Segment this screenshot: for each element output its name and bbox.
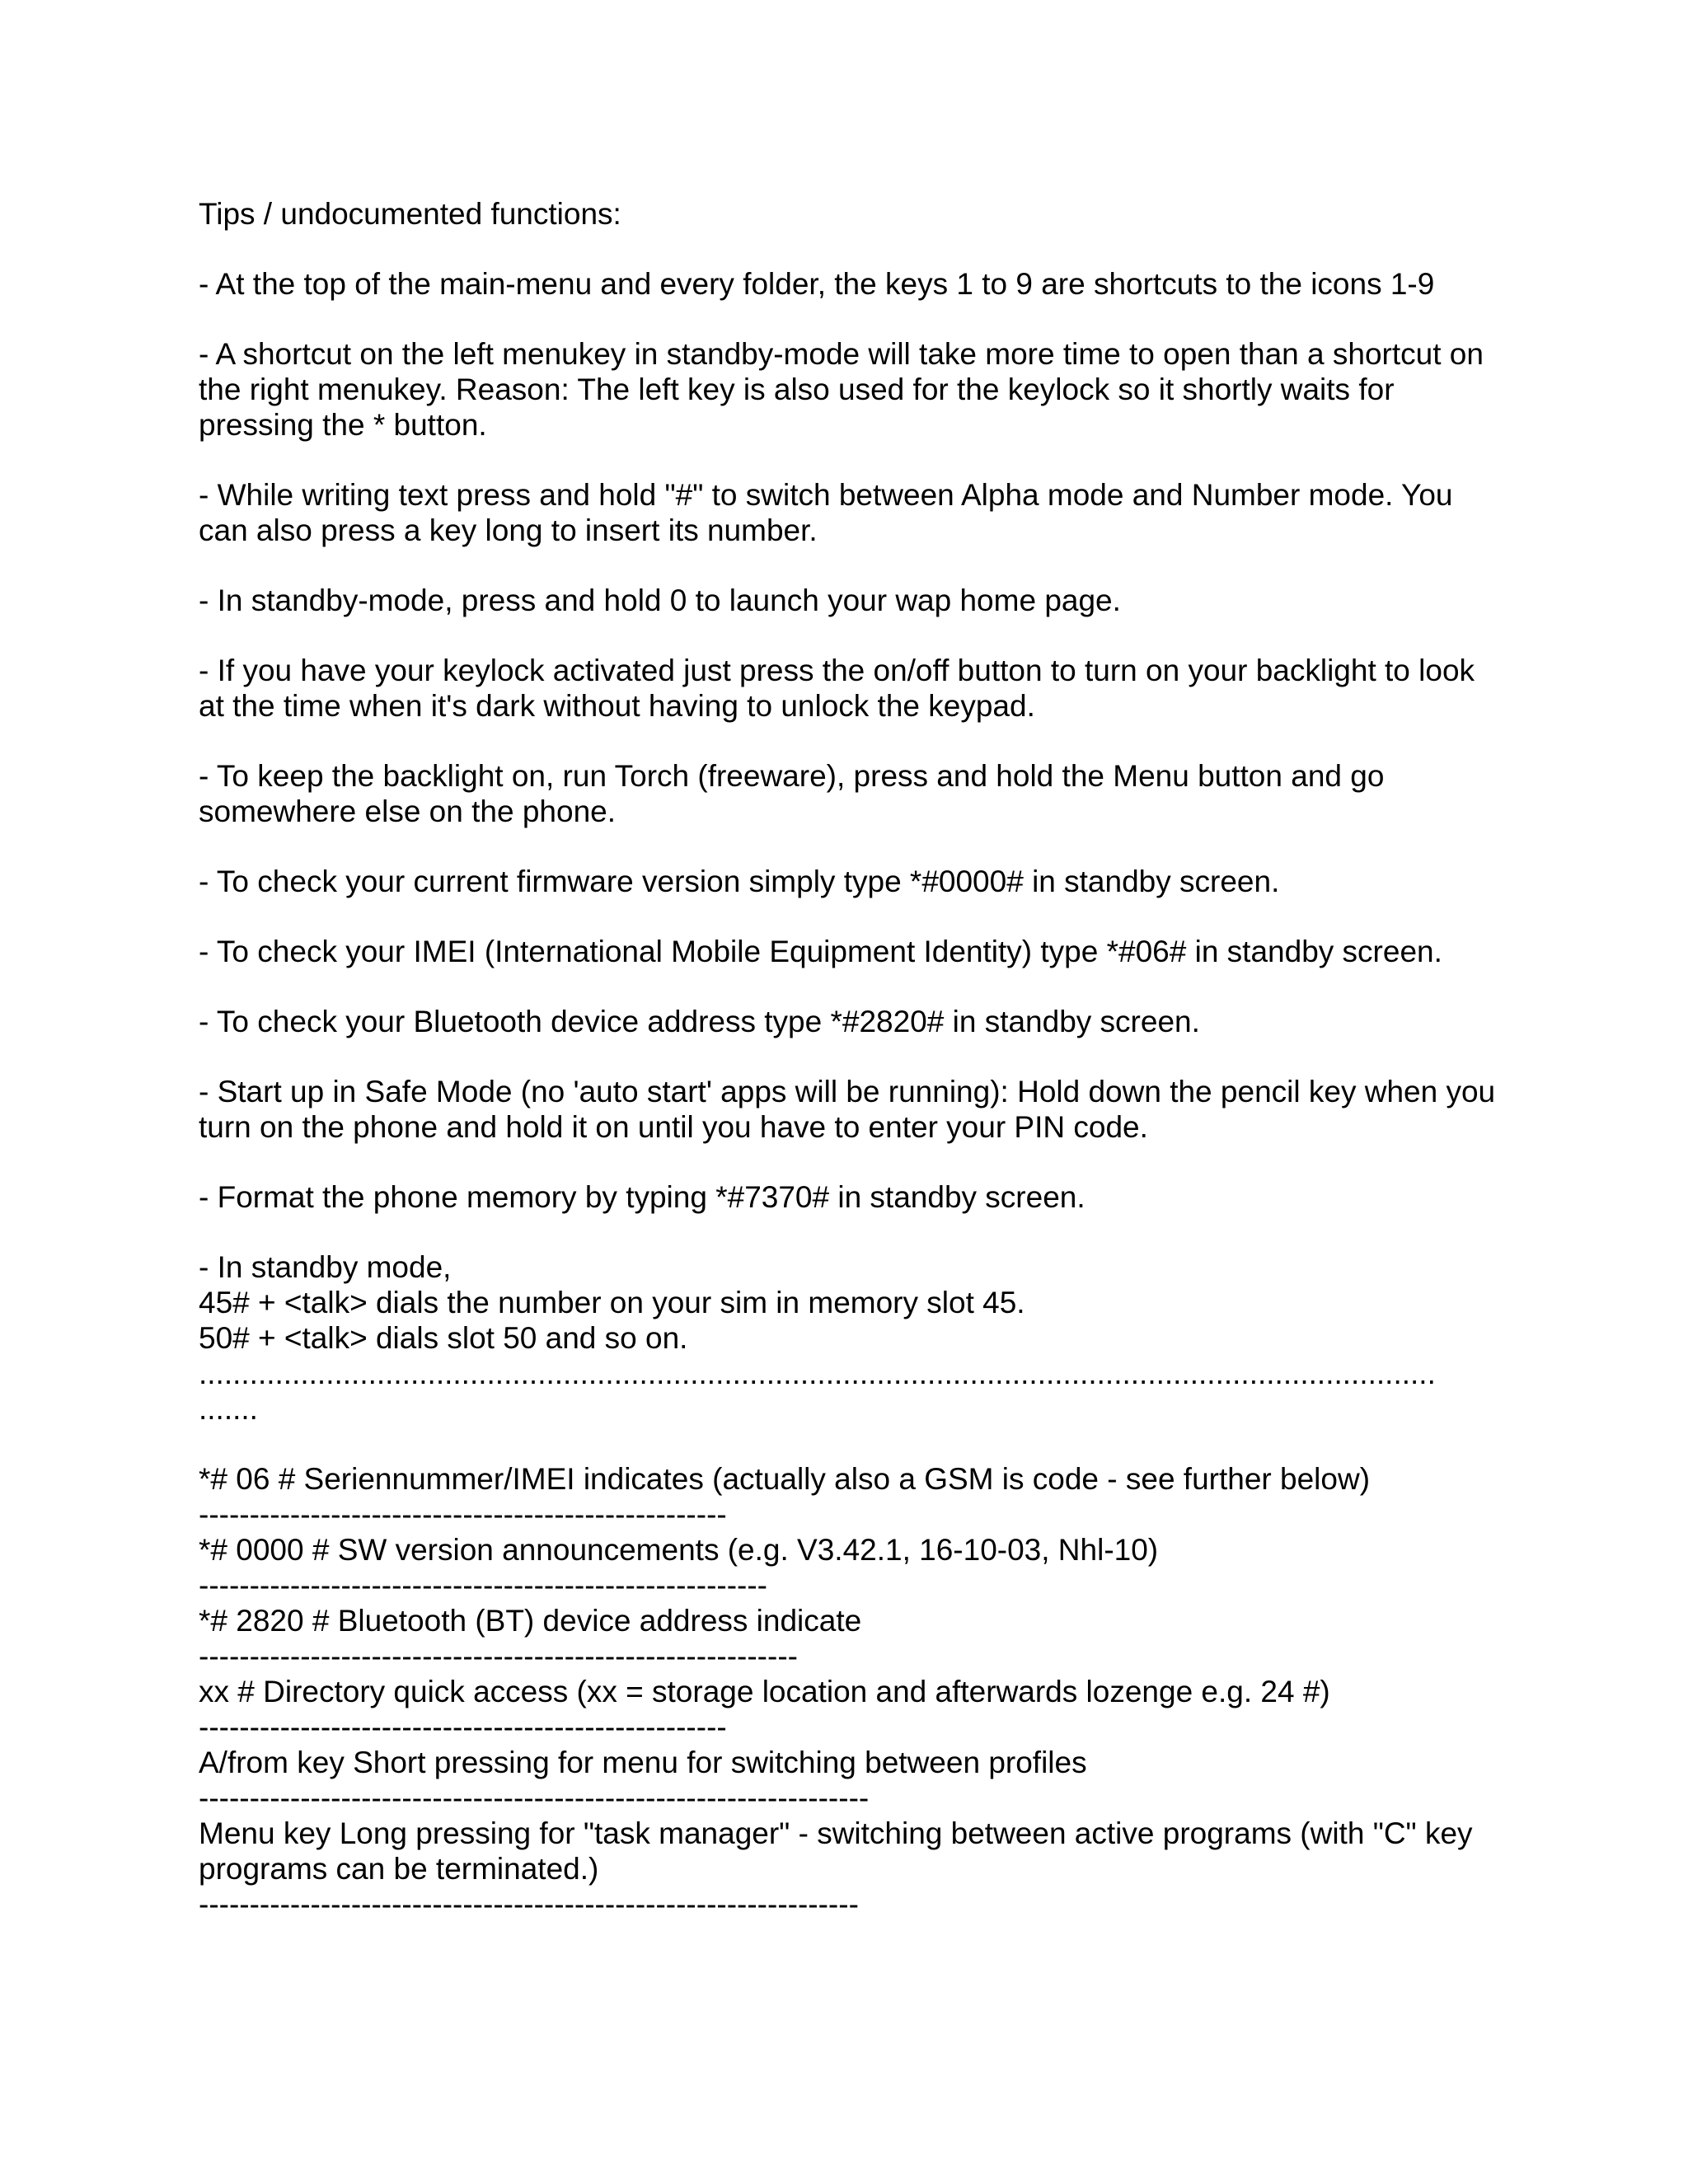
tip-line: - If you have your keylock activated just press the on/off button to turn on your backlight to look	[199, 654, 1475, 687]
tip-line: can also press a key long to insert its number.	[199, 513, 818, 547]
tip-line: - At the top of the main-menu and every folder, the keys 1 to 9 are shortcuts to the icons 1-9	[199, 267, 1435, 301]
dashed-rule: ------------------------------------------------------------------	[199, 1781, 870, 1815]
tip-line: 50# + <talk> dials slot 50 and so on.	[199, 1321, 688, 1355]
code-entry: *# 0000 # SW version announcements (e.g. V3.42.1, 16-10-03, Nhl-10)	[199, 1533, 1159, 1567]
tip-line: - To check your IMEI (International Mobile Equipment Identity) type *#06# in standby screen.	[199, 935, 1442, 968]
tip-line: at the time when it's dark without having to unlock the keypad.	[199, 689, 1035, 723]
tip-5	[199, 653, 1501, 724]
dotted-separator-continued: .......	[199, 1392, 258, 1426]
tip-line: - Format the phone memory by typing *#7370# in standby screen.	[199, 1180, 1085, 1214]
dotted-separator: ..................................................................................................................................................	[199, 1357, 1436, 1390]
tip-line: somewhere else on the phone.	[199, 794, 617, 828]
tip-line: - Start up in Safe Mode (no 'auto start' apps will be running): Hold down the pencil key when you	[199, 1075, 1496, 1108]
tip-3	[199, 477, 1501, 548]
tip-7	[199, 864, 1501, 899]
tip-line: the right menukey. Reason: The left key is also used for the keylock so it shortly waits for	[199, 373, 1395, 406]
tip-10	[199, 1074, 1501, 1145]
code-entry: *# 2820 # Bluetooth (BT) device address indicate	[199, 1604, 862, 1638]
tip-line: - In standby-mode, press and hold 0 to launch your wap home page.	[199, 583, 1121, 617]
code-list	[199, 1461, 1501, 1922]
tip-line: - To check your current firmware version simply type *#0000# in standby screen.	[199, 865, 1280, 898]
code-entry: Menu key Long pressing for "task manager" - switching between active programs (with "C" key	[199, 1816, 1473, 1850]
tip-line: - To keep the backlight on, run Torch (freeware), press and hold the Menu button and go	[199, 759, 1385, 793]
dashed-rule: ----------------------------------------------------	[199, 1497, 727, 1531]
tip-line: - To check your Bluetooth device address type *#2820# in standby screen.	[199, 1005, 1200, 1038]
code-entry: *# 06 # Seriennummer/IMEI indicates (actually also a GSM is code - see further below)	[199, 1462, 1371, 1496]
tip-11	[199, 1179, 1501, 1215]
standby-dial-tip	[199, 1249, 1501, 1356]
code-entry: xx # Directory quick access (xx = storage location and afterwards lozenge e.g. 24 #)	[199, 1675, 1330, 1708]
tip-1	[199, 266, 1501, 302]
dashed-rule: --------------------------------------------------------	[199, 1568, 767, 1602]
tip-line: turn on the phone and hold it on until you have to enter your PIN code.	[199, 1110, 1148, 1144]
dashed-rule: -----------------------------------------------------------------	[199, 1887, 859, 1921]
dashed-rule: -----------------------------------------------------------	[199, 1639, 798, 1673]
tip-line: - In standby mode,	[199, 1250, 452, 1284]
tip-line: - While writing text press and hold "#" to switch between Alpha mode and Number mode. You	[199, 478, 1453, 512]
document-page	[199, 196, 1501, 1922]
dashed-rule: ----------------------------------------------------	[199, 1710, 727, 1744]
code-entry: A/from key Short pressing for menu for switching between profiles	[199, 1746, 1087, 1779]
tip-2	[199, 336, 1501, 443]
tip-4	[199, 583, 1501, 618]
tip-line: 45# + <talk> dials the number on your sim in memory slot 45.	[199, 1286, 1025, 1319]
code-entry-continued: programs can be terminated.)	[199, 1852, 599, 1886]
tip-6	[199, 758, 1501, 829]
tip-9	[199, 1004, 1501, 1039]
tip-8	[199, 934, 1501, 969]
document-heading: Tips / undocumented functions:	[199, 197, 621, 231]
tip-line: pressing the * button.	[199, 408, 487, 442]
tip-line: - A shortcut on the left menukey in standby-mode will take more time to open than a shortcut on	[199, 337, 1484, 371]
